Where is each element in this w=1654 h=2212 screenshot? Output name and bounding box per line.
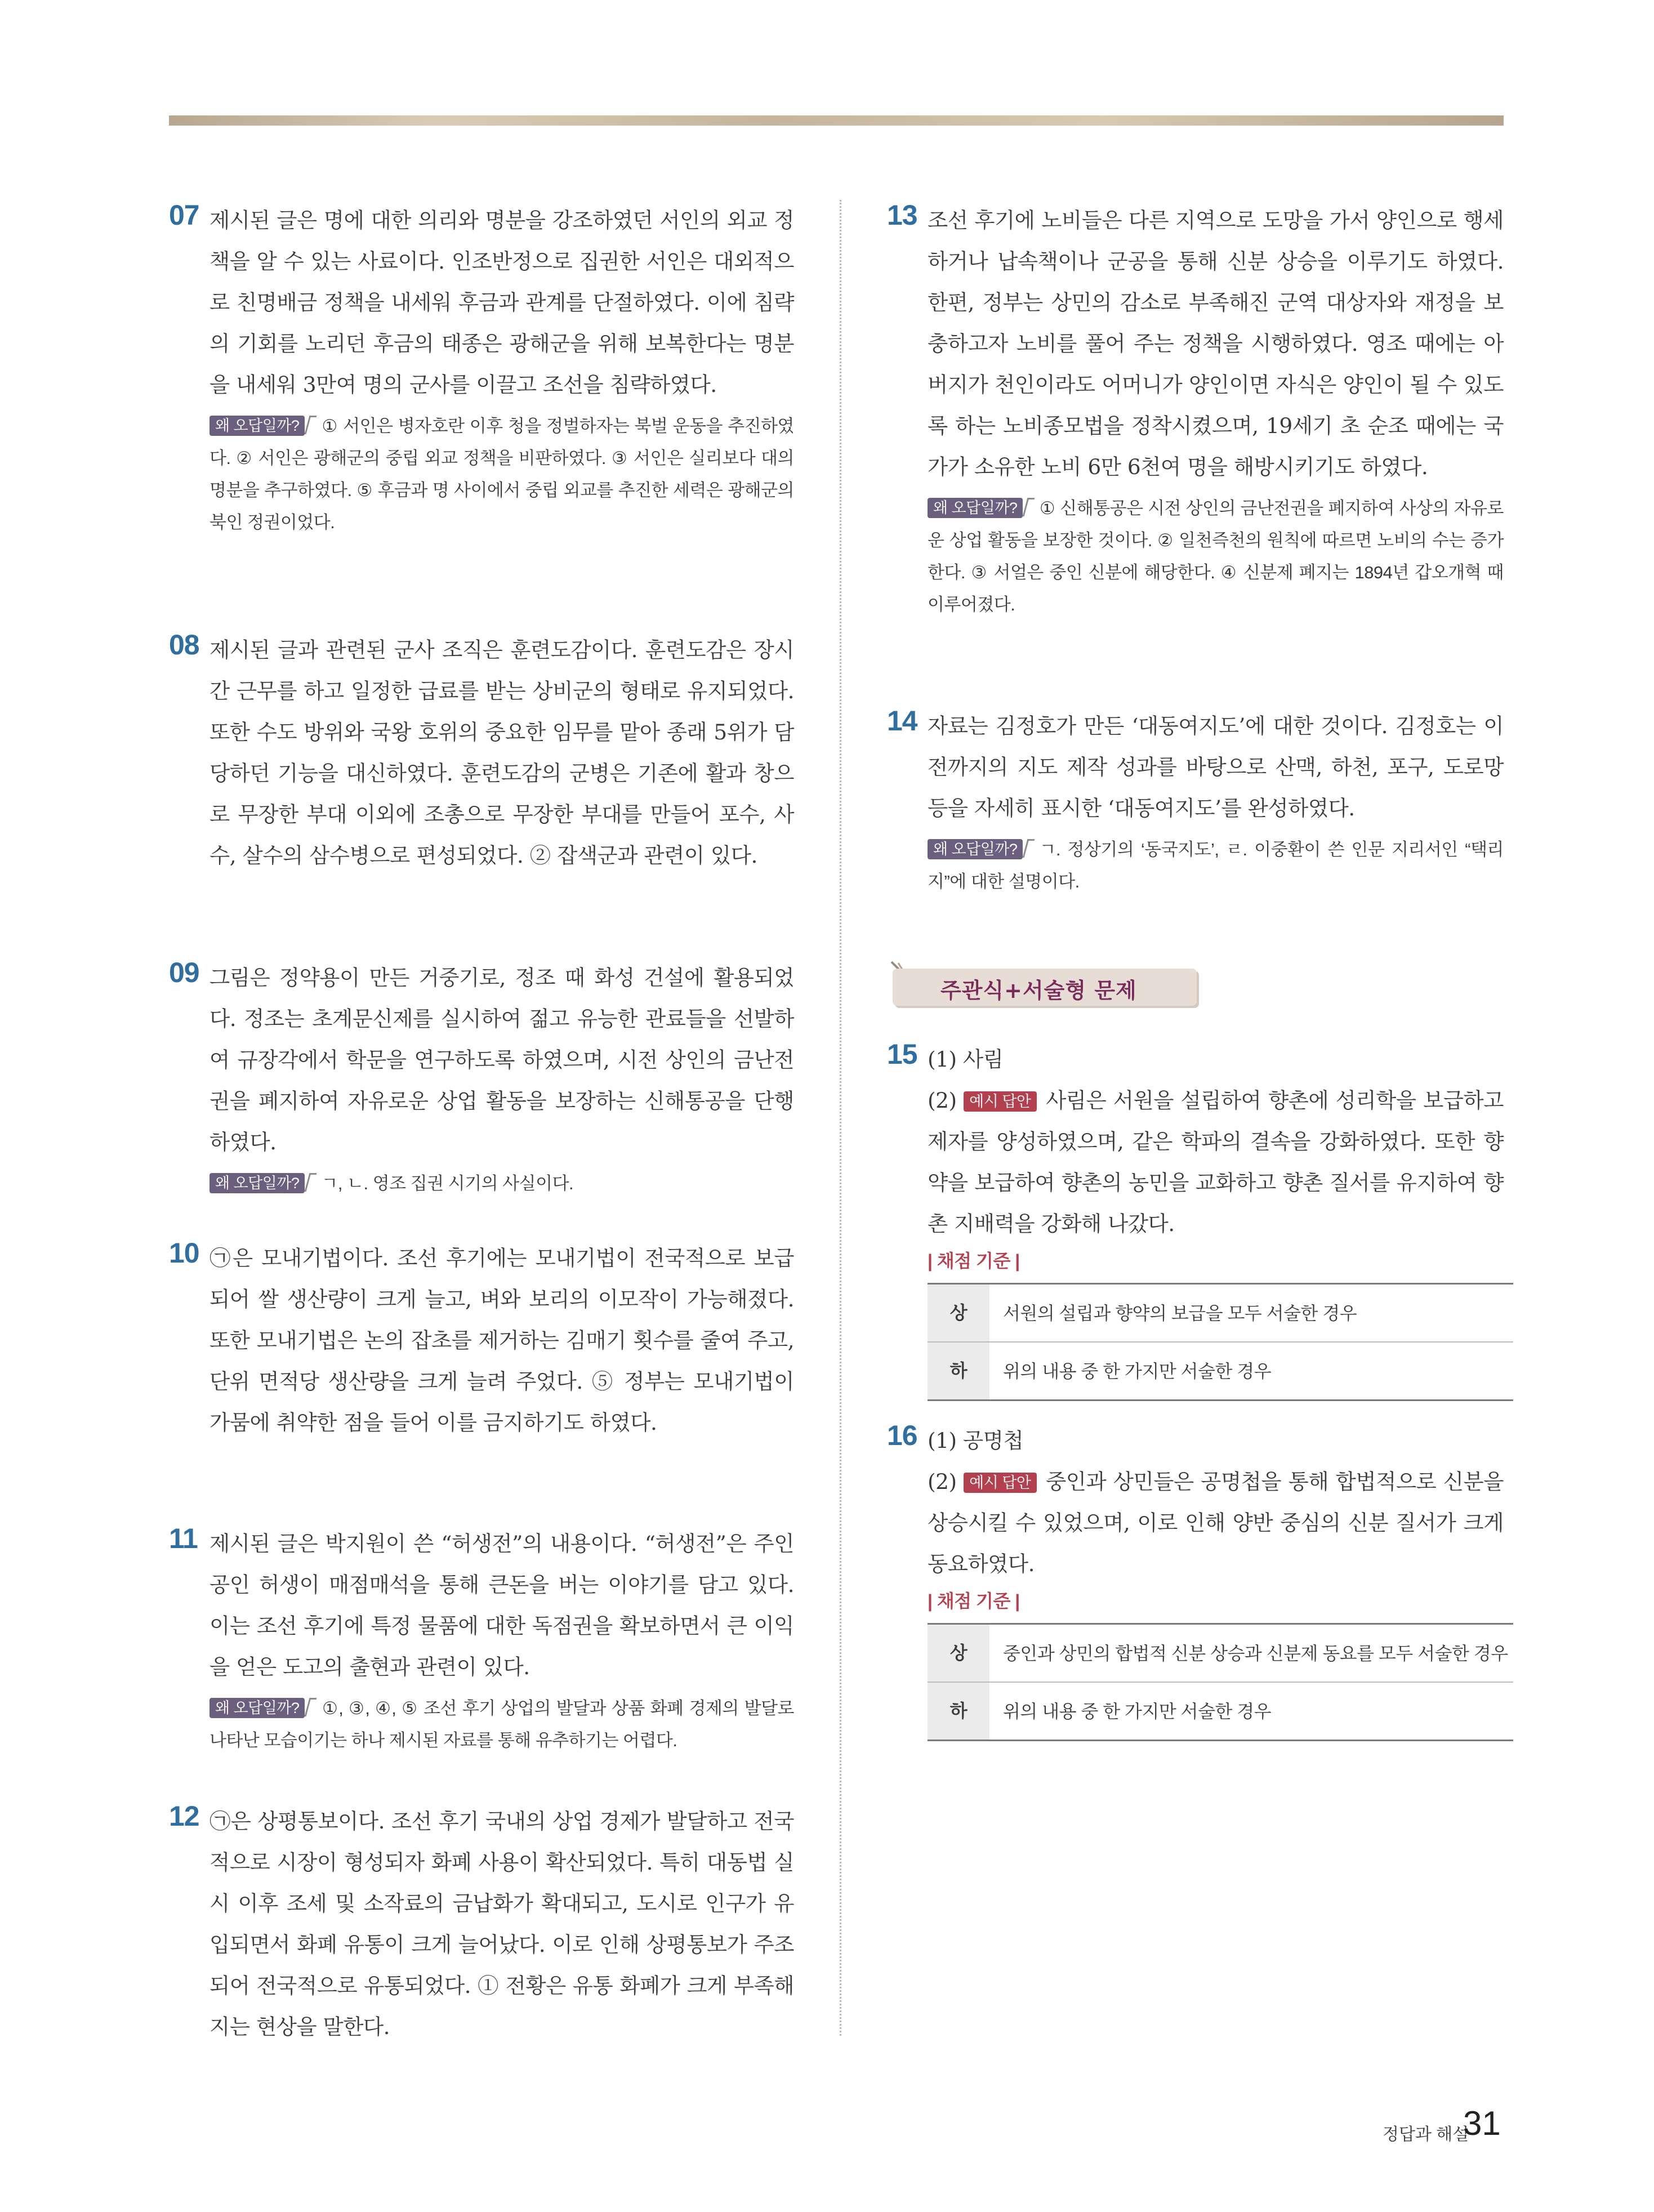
example-answer-badge: 예시 답안 [964,1091,1036,1112]
question-explanation: 그림은 정약용이 만든 거중기로, 정조 때 화성 건설에 활용되었다. 정조는 초계문신제를 실시하여 젊고 유능한 관료들을 선발하여 규장각에서 학문을 연구하도록 하였으며, 시전 상인의 금난전권을 폐지하여 자유로운 상업 활동을 보장하는 신해통공을 단행하였다. [209,965,794,1154]
criteria-description: 위의 내용 중 한 가지만 서술한 경우 [989,1342,1513,1401]
question-09 [169,957,794,1199]
why-wrong-text: ① 서인은 병자호란 이후 청을 정벌하자는 북벌 운동을 추진하였다. ② 서인은 광해군의 중립 외교 정책을 비판하였다. ③ 서인은 실리보다 대의명분을 추구하였다. ⑤ 후금과 명 사이에서 중립 외교를 추진한 세력은 광해군의 북인 정권이었다. [209,416,794,532]
answer-part-1: (1) 공명첩 [928,1428,1024,1453]
question-13 [887,200,1504,621]
answer-part-2-text: 사림은 서원을 설립하여 향촌에 성리학을 보급하고 제자를 양성하였으며, 같은 학파의 결속을 강화하였다. 또한 향약을 보급하여 향촌의 농민을 교화하고 향촌 질서를 유지하여 향촌 지배력을 강화해 나갔다. [928,1088,1504,1236]
answer-part-2 [928,1461,1504,1585]
badge-tail-icon [305,1173,317,1192]
question-number: 07 [169,199,199,231]
grading-criteria-table [928,1283,1513,1401]
question-16 [887,1420,1508,1741]
criteria-level: 하 [928,1682,989,1741]
badge-tail-icon [305,416,317,434]
answer-part-2-prefix: (2) [928,1088,957,1113]
why-wrong-text: ①, ③, ④, ⑤ 조선 후기 상업의 발달과 상품 화폐 경제의 발달로 나타난 모습이기는 하나 제시된 자료를 통해 유추하기는 어렵다. [209,1698,794,1750]
grading-criteria-table [928,1623,1513,1741]
criteria-description: 중인과 상민의 합법적 신분 상승과 신분제 동요를 모두 서술한 경우 [989,1624,1513,1683]
question-number: 13 [887,199,917,231]
grading-criteria-label: | 채점 기준 | [928,1251,1020,1271]
why-wrong-text: ① 신해통공은 시전 상인의 금난전권을 폐지하여 사상의 자유로운 상업 활동을 보장한 것이다. ② 일천즉천의 원칙에 따르면 노비의 수는 증가한다. ③ 서얼은 중인 신분에 해당한다. ④ 신분제 폐지는 1894년 갑오개혁 때 이루어졌다. [928,498,1504,614]
badge-tail-icon [1023,498,1035,516]
question-number: 14 [887,705,917,737]
criteria-description: 서원의 설립과 향약의 보급을 모두 서술한 경우 [989,1284,1513,1343]
answer-block [928,1039,1504,1401]
why-wrong-badge: 왜 오답일까? [209,1173,305,1193]
question-number: 09 [169,957,199,988]
table-row [928,1624,1513,1683]
why-wrong-note [928,492,1504,621]
grading-criteria-label: | 채점 기준 | [928,1591,1020,1611]
answer-part-2-prefix: (2) [928,1469,957,1494]
question-number: 16 [887,1420,917,1451]
badge-tail-icon [305,1698,317,1716]
example-answer-badge: 예시 답안 [964,1473,1036,1493]
question-explanation: 제시된 글은 박지원이 쓴 “허생전”의 내용이다. “허생전”은 주인공인 허생이 매점매석을 통해 큰돈을 버는 이야기를 담고 있다. 이는 조선 후기에 특정 물품에 대한 독점권을 확보하면서 큰 이익을 얻은 도고의 출현과 관련이 있다. [209,1531,794,1679]
question-explanation: 제시된 글과 관련된 군사 조직은 훈련도감이다. 훈련도감은 장시간 근무를 하고 일정한 급료를 받는 상비군의 형태로 유지되었다. 또한 수도 방위와 국왕 호위의 중요한 임무를 맡아 종래 5위가 담당하던 기능을 대신하였다. 훈련도감의 군병은 기존에 활과 창으로 무장한 부대 이외에 조총으로 무장한 부대를 만들어 포수, 사수, 살수의 삼수병으로 편성되었다. ② 잡색군과 관련이 있다. [209,637,794,868]
answer-part-2 [928,1080,1504,1245]
question-10 [169,1238,794,1443]
why-wrong-badge: 왜 오답일까? [928,839,1023,859]
page-number: 31 [1463,2104,1501,2142]
question-explanation: 조선 후기에 노비들은 다른 지역으로 도망을 가서 양인으로 행세하거나 납속책이나 군공을 통해 신분 상승을 이루기도 하였다. 한편, 정부는 상민의 감소로 부족해진 군역 대상자와 재정을 보충하고자 노비를 풀어 주는 정책을 시행하였다. 영조 때에는 아버지가 천인이라도 어머니가 양인이면 자식은 양인이 될 수 있도록 하는 노비종모법을 정착시켰으며, 19세기 초 순조 때에는 국가가 소유한 노비 6만 6천여 명을 해방시키기도 하였다. [928,208,1504,479]
table-row [928,1284,1513,1343]
why-wrong-note [209,1692,794,1756]
footer-label: 정답과 해설 [1383,2125,1469,2144]
question-explanation: 제시된 글은 명에 대한 의리와 명분을 강조하였던 서인의 외교 정책을 알 수 있는 사료이다. 인조반정으로 집권한 서인은 대외적으로 친명배금 정책을 내세워 후금과 관계를 단절하였다. 이에 침략의 기회를 노리던 후금의 태종은 광해군을 위해 보복한다는 명분을 내세워 3만여 명의 군사를 이끌고 조선을 침략하였다. [209,208,794,397]
section-title: 주관식+서술형 문제 [940,978,1137,1003]
header-decorative-bar [169,115,1504,126]
criteria-description: 위의 내용 중 한 가지만 서술한 경우 [989,1682,1513,1741]
criteria-level: 하 [928,1342,989,1401]
criteria-level: 상 [928,1624,989,1683]
question-14 [887,706,1504,898]
answer-part-1: (1) 사림 [928,1047,1004,1072]
question-15 [887,1039,1504,1401]
question-explanation: 자료는 김정호가 만든 ‘대동여지도’에 대한 것이다. 김정호는 이전까지의 지도 제작 성과를 바탕으로 산맥, 하천, 포구, 도로망 등을 자세히 표시한 ‘대동여지도’를 완성하였다. [928,713,1504,820]
question-08 [169,630,794,876]
badge-tail-icon [1023,839,1035,858]
question-number: 11 [169,1523,198,1554]
question-explanation: ㉠은 모내기법이다. 조선 후기에는 모내기법이 전국적으로 보급되어 쌀 생산량이 크게 늘고, 벼와 보리의 이모작이 가능해졌다. 또한 모내기법은 논의 잡초를 제거하는 김매기 횟수를 줄여 주고, 단위 면적당 생산량을 크게 늘려 주었다. ⑤ 정부는 모내기법이 가뭄에 취약한 점을 들어 이를 금지하기도 하였다. [209,1246,794,1435]
table-row [928,1682,1513,1741]
question-number: 08 [169,629,199,661]
question-number: 10 [169,1237,199,1269]
section-banner [887,957,1202,1008]
why-wrong-badge: 왜 오답일까? [209,1698,305,1718]
question-12 [169,1801,794,2048]
why-wrong-note [209,410,794,538]
criteria-level: 상 [928,1284,989,1343]
why-wrong-note [928,833,1504,898]
question-number: 12 [169,1800,199,1832]
answer-block [928,1420,1508,1741]
why-wrong-badge: 왜 오답일까? [928,498,1023,518]
answer-part-2-text: 중인과 상민들은 공명첩을 통해 합법적으로 신분을 상승시킬 수 있었으며, 이로 인해 양반 중심의 신분 질서가 크게 동요하였다. [928,1469,1504,1576]
why-wrong-text: ㄱ. 정상기의 ‘동국지도’, ㄹ. 이중환이 쓴 인문 지리서인 “택리지”에 대한 설명이다. [928,840,1504,891]
table-row [928,1342,1513,1401]
question-explanation: ㉠은 상평통보이다. 조선 후기 국내의 상업 경제가 발달하고 전국적으로 시장이 형성되자 화폐 사용이 확산되었다. 특히 대동법 실시 이후 조세 및 소작료의 금납화가 확대되고, 도시로 인구가 유입되면서 화폐 유통이 크게 늘어났다. 이로 인해 상평통보가 주조되어 전국적으로 유통되었다. ① 전황은 유통 화폐가 크게 부족해지는 현상을 말한다. [209,1809,794,2039]
column-divider [840,200,841,2036]
why-wrong-note [209,1167,794,1199]
question-number: 15 [887,1038,917,1070]
question-11 [169,1523,794,1756]
question-07 [169,200,794,538]
why-wrong-badge: 왜 오답일까? [209,416,305,436]
why-wrong-text: ㄱ, ㄴ. 영조 집권 시기의 사실이다. [321,1174,574,1193]
